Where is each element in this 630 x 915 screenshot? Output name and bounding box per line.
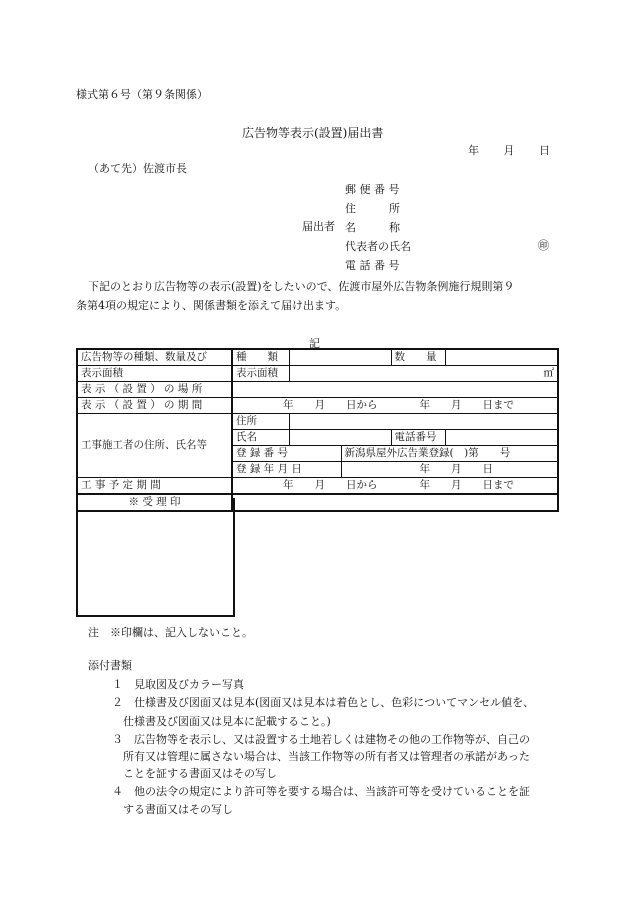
area-input[interactable] xyxy=(289,366,558,382)
qty-input[interactable] xyxy=(445,349,558,366)
builder-address-label: 住所 xyxy=(232,414,289,430)
place-input[interactable] xyxy=(232,382,558,398)
year-label: 年 xyxy=(468,144,479,157)
builder-phone-input[interactable] xyxy=(445,430,558,446)
period-label: 表 示 （ 設 置 ） の 期 間 xyxy=(77,398,232,414)
builder-phone-label: 電話番号 xyxy=(391,430,445,446)
body-line-1: 下記のとおり広告物等の表示(設置)をしたいので、佐渡市屋外広告物条例施行規則第９ xyxy=(88,280,515,293)
addressee: （あて先）佐渡市長 xyxy=(88,162,187,175)
kind-input[interactable] xyxy=(289,349,391,366)
builder-name-label: 氏名 xyxy=(232,430,289,446)
reg-date-label: 登 録 年 月 日 xyxy=(232,462,341,478)
attachments-title: 添付書類 xyxy=(88,659,132,672)
body-line-2: 条第4項の規定により、関係書類を添えて届け出ます。 xyxy=(76,299,347,312)
attachment-item-4-cont: する書面又はその写し xyxy=(112,803,233,816)
applicant-fields xyxy=(345,180,411,275)
period-value[interactable]: 年 月 日から 年 月 日まで xyxy=(232,398,558,414)
reg-date-value[interactable]: 年 月 日 xyxy=(341,462,558,478)
application-table xyxy=(76,348,559,512)
work-period-value[interactable]: 年 月 日から 年 月 日まで xyxy=(232,478,558,495)
postal-code-label: 郵 便 番 号 xyxy=(345,183,400,196)
date-line xyxy=(468,142,550,158)
name-label: 名 称 xyxy=(345,221,400,234)
reg-no-value[interactable]: 新潟県屋外広告業登録( )第 号 xyxy=(341,446,558,462)
note: 注 ※印欄は、記入しないこと。 xyxy=(88,626,253,639)
applicant-group-label: 届出者 xyxy=(302,220,335,233)
builder-name-input[interactable] xyxy=(289,430,391,446)
ad-type-label: 広告物等の種類、数量及び xyxy=(77,349,232,366)
stamp-label: ※ 受 理 印 xyxy=(77,494,232,511)
representative-label: 代表者の氏名 xyxy=(345,240,411,253)
document-title: 広告物等表示(設置)届出書 xyxy=(242,126,384,140)
ki-label: 記 xyxy=(309,337,320,350)
attachment-item-2-cont: 仕様書及び図面又は見本に記載すること。) xyxy=(112,715,331,728)
work-period-label: 工 事 予 定 期 間 xyxy=(77,478,232,495)
form-number: 様式第６号（第９条関係） xyxy=(76,88,208,101)
stamp-area xyxy=(76,498,235,617)
attachment-item-3: ３ 広告物等を表示し、又は設置する土地若しくは建物その他の工作物等が、自己の xyxy=(112,733,530,746)
address-label: 住 所 xyxy=(345,202,400,215)
attachment-item-4: ４ 他の法令の規定により許可等を要する場合は、当該許可等を受けていることを証 xyxy=(112,785,530,798)
reg-no-label: 登 録 番 号 xyxy=(232,446,341,462)
month-label: 月 xyxy=(503,144,515,157)
kind-label: 種 類 xyxy=(232,349,289,366)
builder-label: 工事施工者の住所、氏名等 xyxy=(77,414,232,478)
day-label: 日 xyxy=(539,144,550,157)
attachment-item-3-cont-2: ことを証する書面又はその写し xyxy=(112,767,277,780)
stamp-spacer xyxy=(232,494,558,511)
phone-label: 電 話 番 号 xyxy=(345,259,400,272)
attachment-item-3-cont-1: 所有又は管理に属さない場合は、当該工作物等の所有者又は管理者の承諾があった xyxy=(112,750,530,763)
sqm-unit: ㎡ xyxy=(543,367,554,379)
place-label: 表 示 （ 設 置 ） の 場 所 xyxy=(77,382,232,398)
qty-label: 数 量 xyxy=(391,349,445,366)
ad-type-label-2: 表示面積 xyxy=(77,366,232,382)
builder-address-input[interactable] xyxy=(289,414,558,430)
attachment-item-2: ２ 仕様書及び図面又は見本(図面又は見本は着色とし、色彩についてマンセル値を、 xyxy=(112,696,535,709)
attachment-item-1: １ 見取図及びカラー写真 xyxy=(112,678,244,691)
area-label: 表示面積 xyxy=(232,366,289,382)
seal-mark: ㊞ xyxy=(538,239,549,252)
